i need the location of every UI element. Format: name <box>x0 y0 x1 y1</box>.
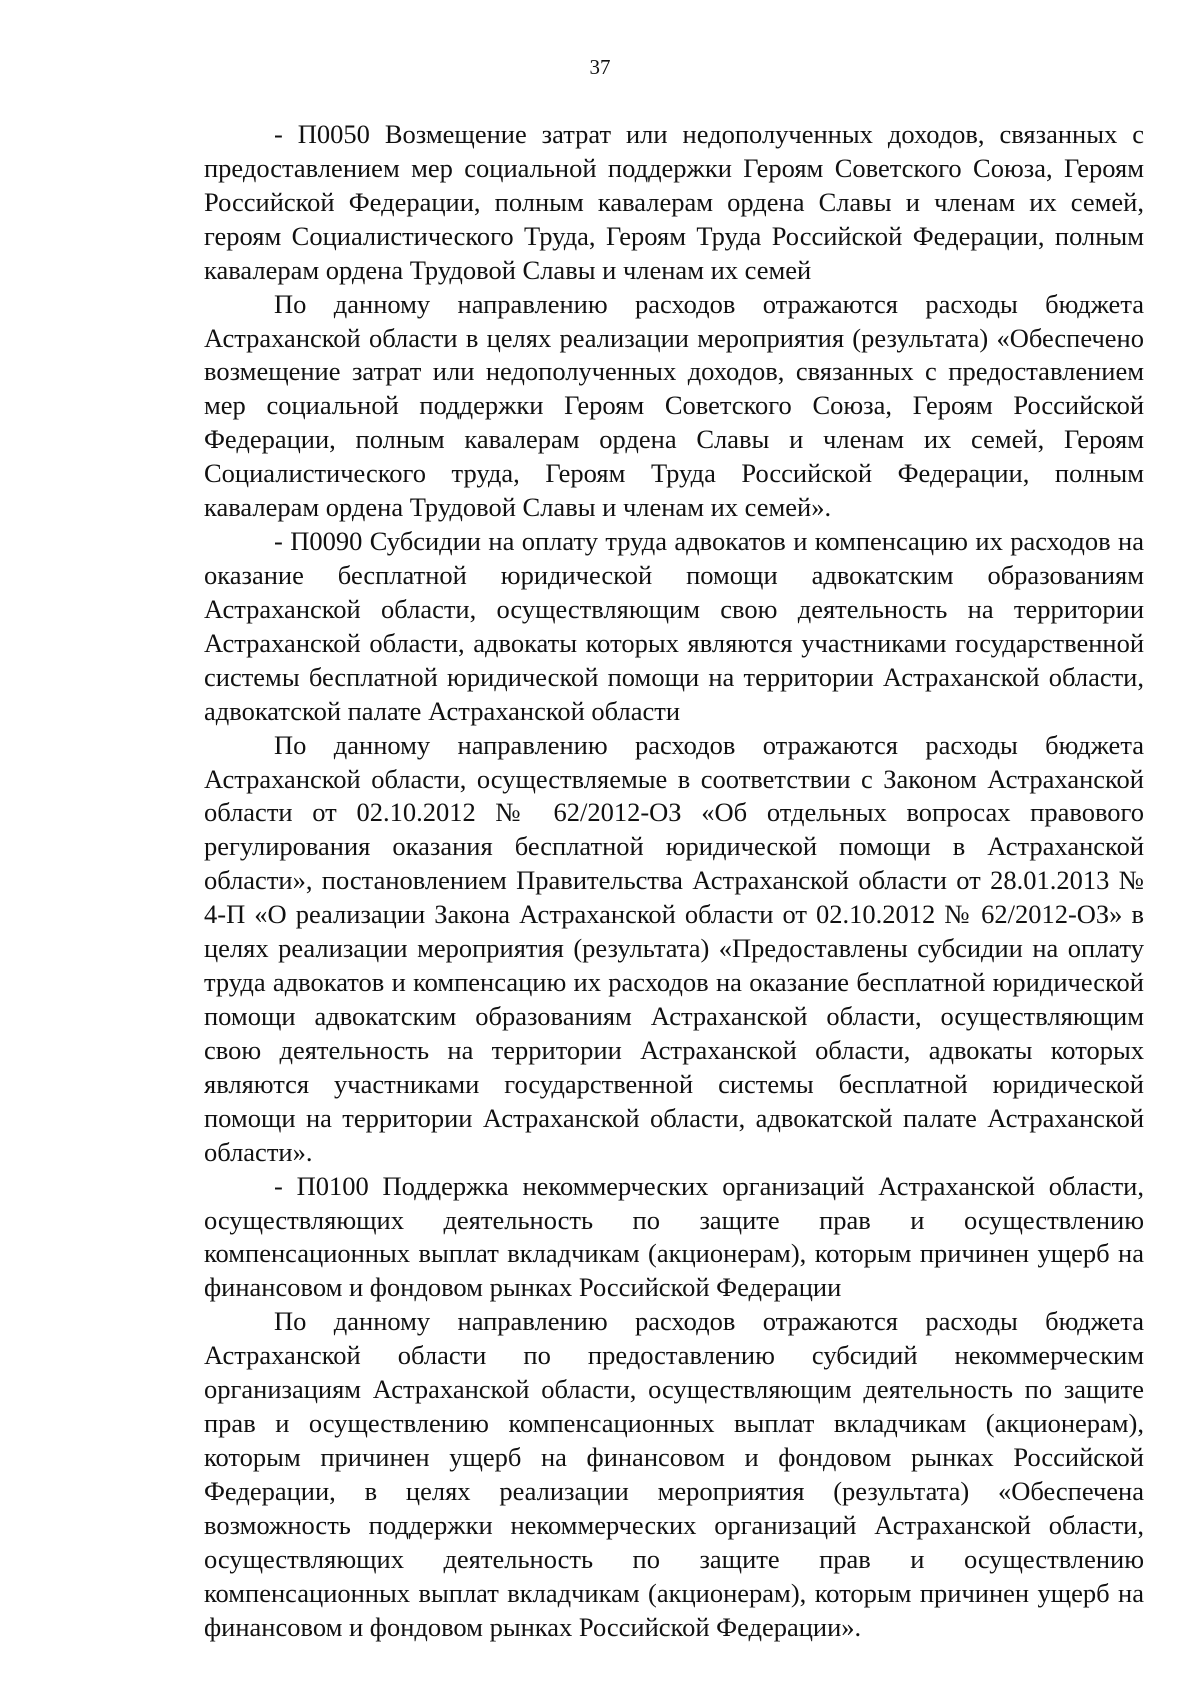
paragraph-p0090-heading: - П0090 Субсидии на оплату труда адвокатов и компенсацию их расходов на оказание бесплатной юридической помощи адвокатским образованиям Астраханской области, осуществляющим свою деятельность на территории Астраханской области, адвокаты которых являются участниками государственной системы бесплатной юридической помощи на территории Астраханской области, адвокатской палате Астраханской области <box>204 526 1144 726</box>
paragraph-p0090-description: По данному направлению расходов отражаются расходы бюджета Астраханской области, осуществляемые в соответствии с Законом Астраханской области от 02.10.2012 № 62/2012-ОЗ «Об отдельных вопросах правового регулирования оказания бесплатной юридической помощи в Астраханской области», постановлением Правительства Астраханской области от 28.01.2013 № 4-П «О реализации Закона Астраханской области от 02.10.2012 № 62/2012-ОЗ» в целях реализации мероприятия (результата) «Предоставлены субсидии на оплату труда адвокатов и компенсацию их расходов на оказание бесплатной юридической помощи адвокатским образованиям Астраханской области, осуществляющим свою деятельность на территории Астраханской области, адвокаты которых являются участниками государственной системы бесплатной юридической помощи на территории Астраханской области, адвокатской палате Астраханской области». <box>204 729 1144 1167</box>
document-body <box>204 118 1144 1644</box>
paragraph-p0050-description: По данному направлению расходов отражаются расходы бюджета Астраханской области в целях реализации мероприятия (результата) «Обеспечено возмещение затрат или недополученных доходов, связанных с предоставлением мер социальной поддержки Героям Советского Союза, Героям Российской Федерации, полным кавалерам ордена Славы и членам их семей, Героям Социалистического труда, Героям Труда Российской Федерации, полным кавалерам ордена Трудовой Славы и членам их семей». <box>204 288 1144 523</box>
paragraph-p0100-description: По данному направлению расходов отражаются расходы бюджета Астраханской области по предоставлению субсидий некоммерческим организациям Астраханской области, осуществляющим деятельность по защите прав и осуществлению компенсационных выплат вкладчикам (акционерам), которым причинен ущерб на финансовом и фондовом рынках Российской Федерации, в целях реализации мероприятия (результата) «Обеспечена возможность поддержки некоммерческих организаций Астраханской области, осуществляющих деятельность по защите прав и осуществлению компенсационных выплат вкладчикам (акционерам), которым причинен ущерб на финансовом и фондовом рынках Российской Федерации». <box>204 1306 1144 1642</box>
page-number: 37 <box>589 55 611 79</box>
paragraph-p0050-heading: - П0050 Возмещение затрат или недополученных доходов, связанных с предоставлением мер социальной поддержки Героям Советского Союза, Героям Российской Федерации, полным кавалерам ордена Славы и членам их семей, героям Социалистического Труда, Героям Труда Российской Федерации, полным кавалерам ордена Трудовой Славы и членам их семей <box>204 119 1144 285</box>
paragraph-p0100-heading: - П0100 Поддержка некоммерческих организаций Астраханской области, осуществляющих деятельность по защите прав и осуществлению компенсационных выплат вкладчикам (акционерам), которым причинен ущерб на финансовом и фондовом рынках Российской Федерации <box>204 1170 1144 1303</box>
